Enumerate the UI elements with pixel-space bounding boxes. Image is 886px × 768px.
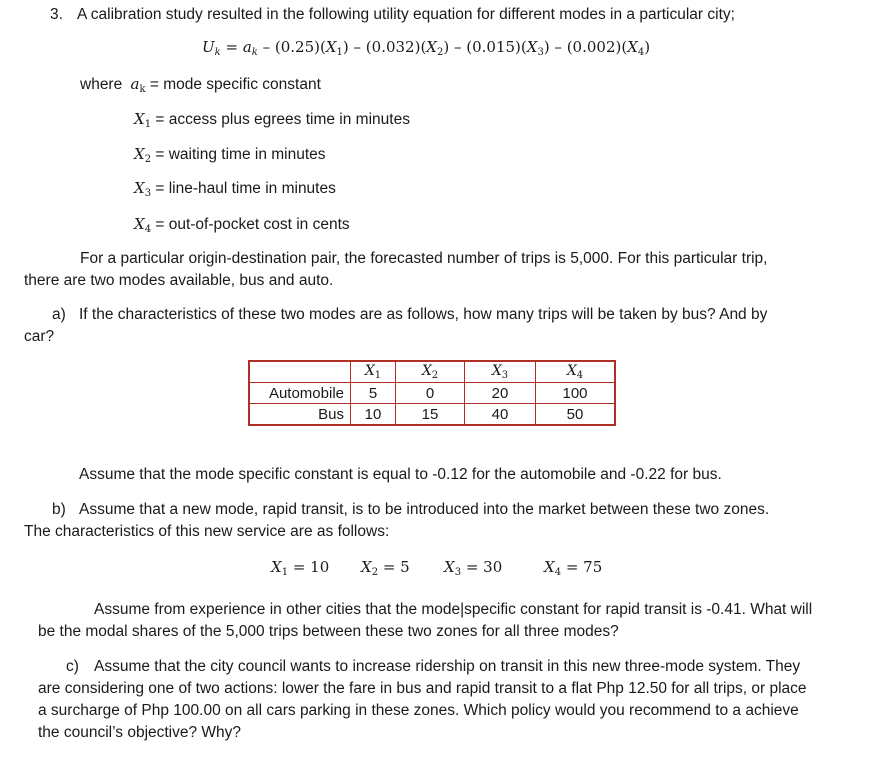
part-b-label: b) — [52, 501, 66, 518]
table-row-mode: Bus — [249, 404, 351, 426]
eq-u-sub: k — [214, 47, 221, 58]
table-cell: 50 — [536, 404, 616, 426]
table-row-mode: Automobile — [249, 383, 351, 404]
rt-x4: $X_4 = 75$ — [544, 558, 603, 578]
def-x2 — [134, 145, 326, 165]
table-header-x4: $X_4$ — [536, 361, 616, 383]
where-label: where — [80, 76, 123, 93]
def-x2-symbol: $X_2$ — [134, 145, 152, 165]
part-b-line-2: The characteristics of this new service are as follows: — [24, 523, 390, 540]
table-header-x2: $X_2$ — [396, 361, 465, 383]
part-b-assume-line-2: be the modal shares of the 5,000 trips between these two zones for all three modes? — [38, 623, 619, 640]
part-c-line-4: the council’s objective? Why? — [38, 724, 242, 741]
def-where — [80, 75, 321, 95]
part-c-line-1: Assume that the city council wants to increase ridership on transit in this new three-mode system. They — [94, 658, 801, 675]
eq-term3: ) – (0.015)( — [443, 38, 527, 56]
table-header-x1: $X_1$ — [351, 361, 396, 383]
def-x3-text: = line-haul time in minutes — [151, 180, 336, 197]
utility-equation — [202, 38, 650, 58]
mode-characteristics-table — [248, 360, 616, 426]
eq-x1: X — [325, 38, 337, 56]
eq-term2: ) – (0.032)( — [342, 38, 427, 56]
eq-u: U — [202, 38, 215, 56]
eq-x2-sub: 2 — [436, 47, 444, 58]
eq-term4: ) – (0.002)( — [543, 38, 628, 56]
def-x4-text: = out-of-pocket cost in cents — [151, 216, 350, 233]
def-x1 — [134, 110, 410, 130]
context-line-2: there are two modes available, bus and auto. — [24, 272, 334, 289]
eq-x3: X — [526, 38, 538, 56]
part-a-line-1: If the characteristics of these two modes are as follows, how many trips will be taken by bus? And by — [79, 306, 768, 323]
def-x3 — [134, 179, 336, 199]
eq-x3-sub: 3 — [537, 47, 544, 58]
part-c-line-2: are considering one of two actions: lower the fare in bus and rapid transit to a flat Php 12.50 for all trips, or place — [38, 680, 807, 697]
question-intro: A calibration study resulted in the following utility equation for different modes in a particular city; — [77, 6, 735, 23]
rt-x1: $X_1 = 10$ — [271, 558, 330, 578]
def-x1-symbol: $X_1$ — [134, 110, 152, 130]
eq-a-sub: k — [251, 47, 258, 58]
def-x3-symbol: $X_3$ — [134, 179, 152, 199]
eq-equals: = — [220, 38, 243, 56]
eq-close: ) — [644, 38, 651, 56]
table-header-x3: $X_3$ — [465, 361, 536, 383]
rt-x2: $X_2 = 5$ — [361, 558, 410, 578]
table-cell: 0 — [396, 383, 465, 404]
table-row — [249, 404, 615, 426]
context-line-1: For a particular origin-destination pair, the forecasted number of trips is 5,000. For this particular trip, — [80, 250, 768, 267]
rt-x3: $X_3 = 30$ — [444, 558, 503, 578]
part-b-line-1: Assume that a new mode, rapid transit, is to be introduced into the market between these two zones. — [79, 501, 770, 518]
part-b-assume-line-1: Assume from experience in other cities that the mode|specific constant for rapid transit is -0.41. What will — [94, 601, 813, 618]
table-cell: 40 — [465, 404, 536, 426]
eq-x1-sub: 1 — [336, 47, 343, 58]
question-number: 3. — [50, 6, 63, 23]
def-x4 — [134, 215, 350, 235]
def-x1-text: = access plus egrees time in minutes — [151, 111, 410, 128]
part-a-label: a) — [52, 306, 66, 323]
table-row — [249, 383, 615, 404]
part-c-line-3: a surcharge of Php 100.00 on all cars parking in these zones. Which policy would you recommend to a achieve — [38, 702, 799, 719]
table-cell: 15 — [396, 404, 465, 426]
table-corner — [249, 361, 351, 383]
eq-x2: X — [426, 38, 437, 56]
def-x2-text: = waiting time in minutes — [151, 146, 326, 163]
eq-x4: X — [627, 38, 638, 56]
eq-a: a — [242, 38, 252, 56]
table-header-row — [249, 361, 615, 383]
table-cell: 100 — [536, 383, 616, 404]
table-cell: 5 — [351, 383, 396, 404]
def-ak-text: = mode specific constant — [145, 76, 321, 93]
part-a-line-2: car? — [24, 328, 55, 345]
table-cell: 20 — [465, 383, 536, 404]
part-c-label: c) — [66, 658, 79, 675]
table-cell: 10 — [351, 404, 396, 426]
def-x4-symbol: $X_4$ — [134, 215, 152, 235]
def-ak-symbol: $a_k$ — [130, 75, 146, 95]
assume-constants: Assume that the mode specific constant is equal to -0.12 for the automobile and -0.22 for bus. — [79, 466, 722, 483]
eq-term1: – (0.25)( — [257, 38, 326, 56]
eq-x4-sub: 4 — [637, 47, 645, 58]
